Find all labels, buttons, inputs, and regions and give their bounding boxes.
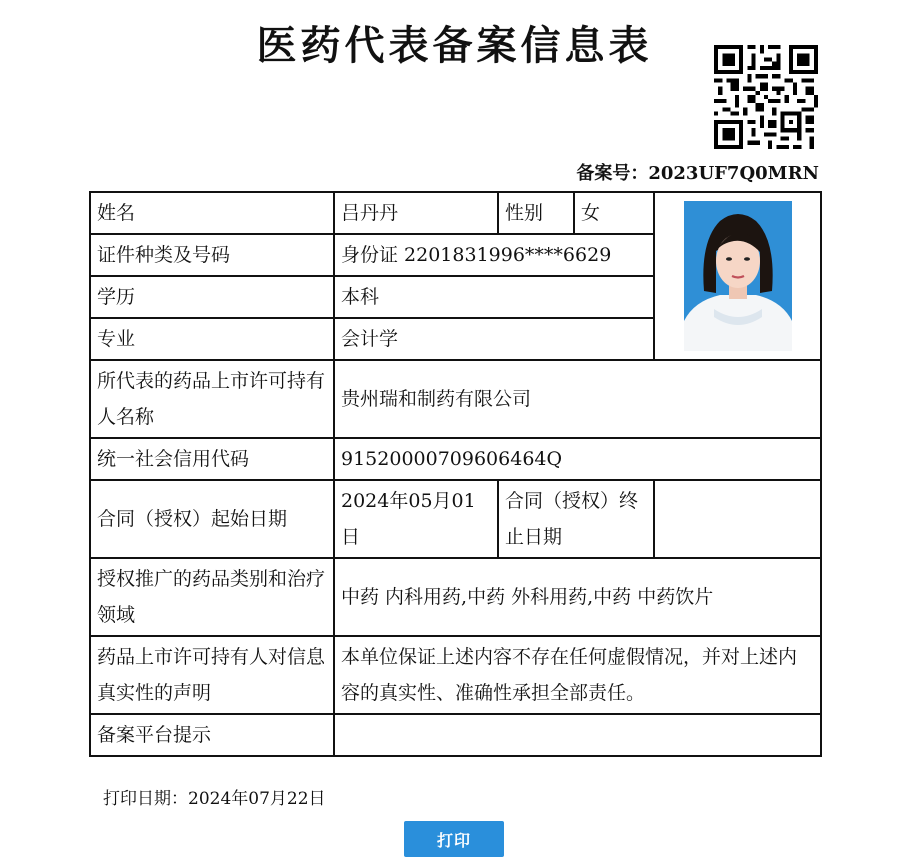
- table-row: [90, 438, 821, 480]
- education-value: 本科: [334, 276, 654, 318]
- education-label: 学历: [90, 276, 334, 318]
- record-number: [576, 160, 819, 188]
- record-number-value: 2023UF7Q0MRN: [648, 163, 819, 184]
- qr-code-icon: [714, 45, 818, 149]
- page-title: 医药代表备案信息表: [256, 22, 653, 69]
- declaration-label: 药品上市许可持有人对信息真实性的声明: [90, 636, 334, 714]
- table-row: [90, 558, 821, 636]
- gender-label: 性别: [498, 192, 574, 234]
- table-row: [90, 360, 821, 438]
- table-row: [90, 192, 821, 234]
- major-value: 会计学: [334, 318, 654, 360]
- record-number-label: 备案号：: [576, 163, 649, 184]
- photo-cell: [654, 192, 821, 360]
- print-date: 打印日期：2024年07月22日: [103, 789, 326, 809]
- start-date-label: 合同（授权）起始日期: [90, 480, 334, 558]
- holder-label: 所代表的药品上市许可持有人名称: [90, 360, 334, 438]
- gender-value: 女: [574, 192, 654, 234]
- start-date-value: 2024年05月01日: [334, 480, 498, 558]
- platform-hint-value: [334, 714, 821, 756]
- major-label: 专业: [90, 318, 334, 360]
- end-date-label: 合同（授权）终止日期: [498, 480, 654, 558]
- category-value: 中药 内科用药,中药 外科用药,中药 中药饮片: [334, 558, 821, 636]
- credit-code-label: 统一社会信用代码: [90, 438, 334, 480]
- print-button[interactable]: 打印: [404, 821, 504, 857]
- end-date-value: [654, 480, 821, 558]
- person-photo-icon: [684, 201, 792, 351]
- name-value: 吕丹丹: [334, 192, 498, 234]
- table-row: [90, 714, 821, 756]
- table-row: [90, 480, 821, 558]
- platform-hint-label: 备案平台提示: [90, 714, 334, 756]
- table-row: [90, 636, 821, 714]
- declaration-value: 本单位保证上述内容不存在任何虚假情况，并对上述内容的真实性、准确性承担全部责任。: [334, 636, 821, 714]
- category-label: 授权推广的药品类别和治疗领域: [90, 558, 334, 636]
- holder-value: 贵州瑞和制药有限公司: [334, 360, 821, 438]
- registration-info-table: [89, 191, 822, 757]
- id-value: 身份证 2201831996****6629: [334, 234, 654, 276]
- id-label: 证件种类及号码: [90, 234, 334, 276]
- credit-code-value: 91520000709606464Q: [334, 438, 821, 480]
- name-label: 姓名: [90, 192, 334, 234]
